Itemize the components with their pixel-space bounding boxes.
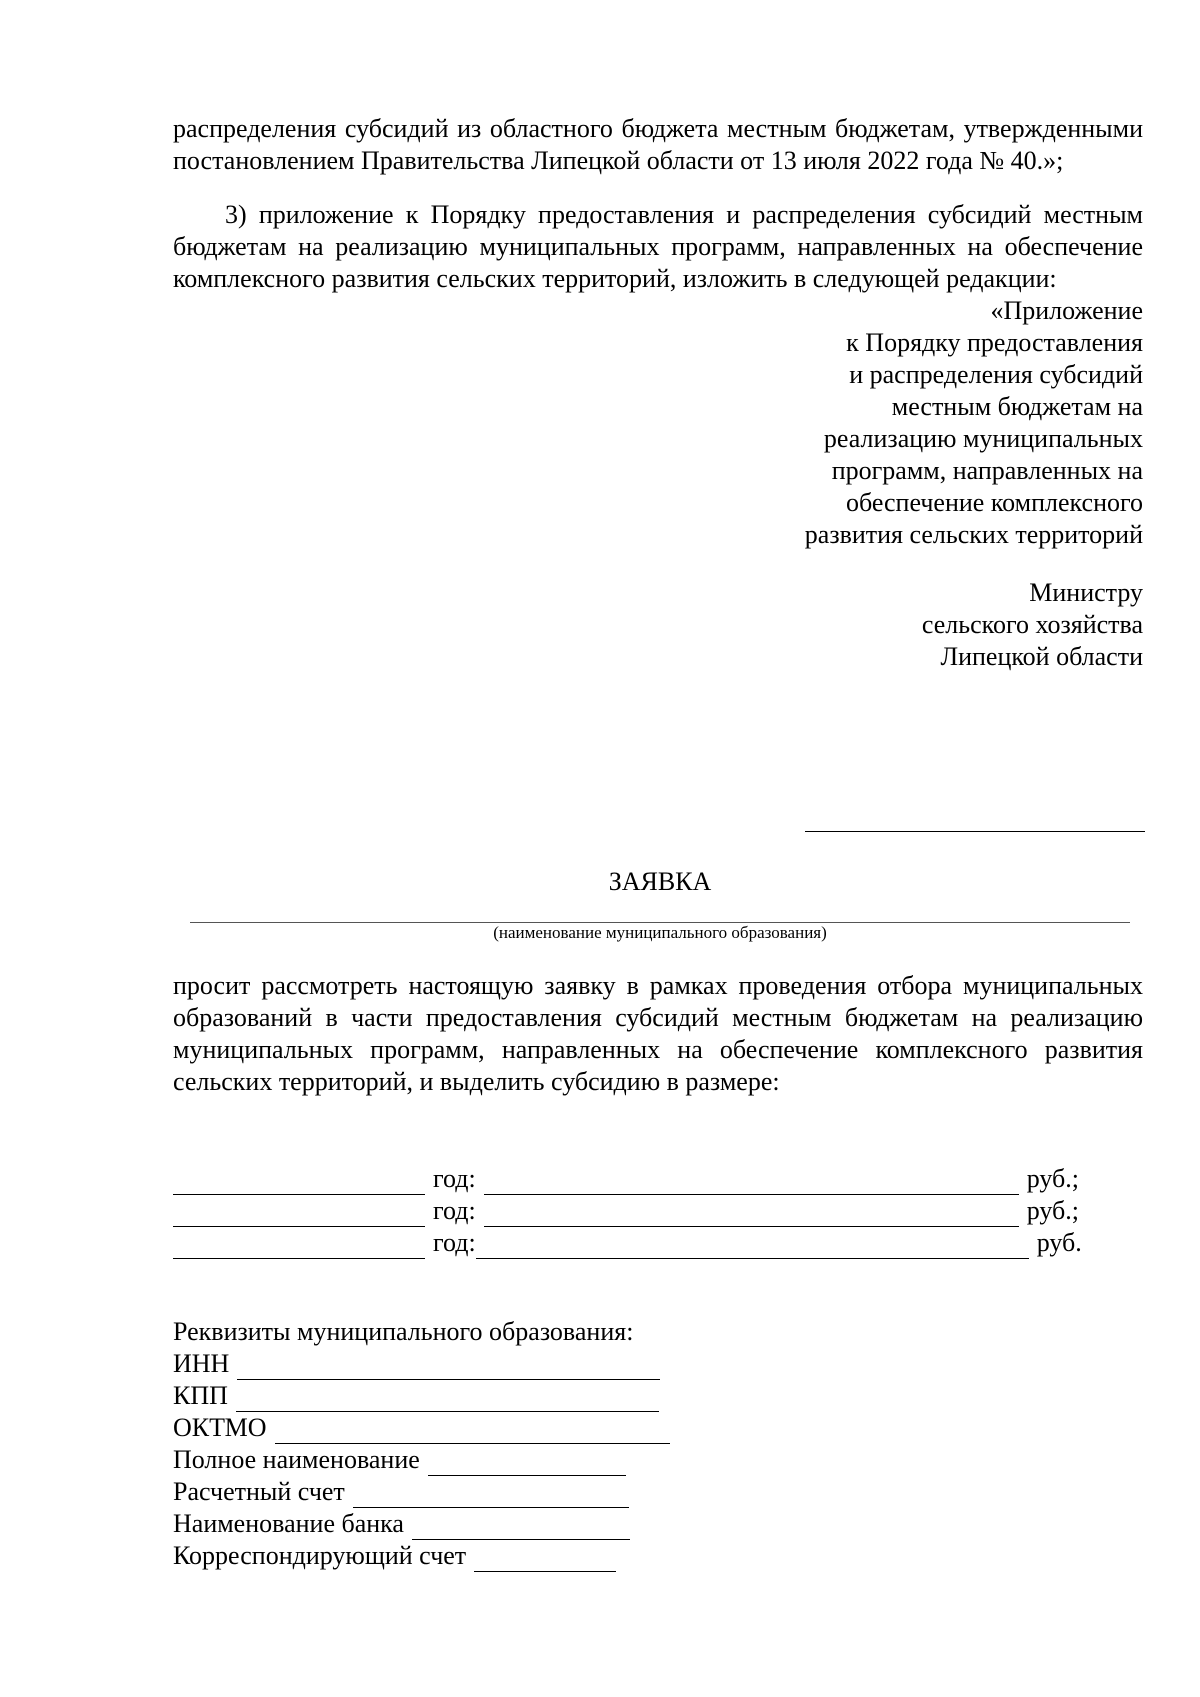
appendix-header [173,295,1143,551]
year-label: год: [433,1196,476,1225]
amount-blank [476,1234,1029,1259]
year-blank [173,1170,425,1195]
currency-label: руб.; [1026,1164,1080,1193]
amount-rows [173,1163,1113,1259]
requisite-label: ИНН [173,1349,230,1378]
sender-signature-line [805,831,1145,832]
requisite-blank [275,1419,670,1444]
document-body [173,113,1143,673]
requisite-row [173,1444,873,1476]
requisite-label: Полное наименование [173,1445,420,1474]
amount-blank [484,1170,1019,1195]
intro-continuation: распределения субсидий из областного бюджета местным бюджетам, утвержденными постановлением Правительства Липецкой области от 13 июля 2022 года № 40.»; [173,114,1143,175]
appendix-line: программ, направленных на [831,456,1143,485]
requisite-row [173,1476,873,1508]
addressee-line: Липецкой области [940,642,1143,671]
addressee-line: сельского хозяйства [921,610,1143,639]
request-text: просит рассмотреть настоящую заявку в рамках проведения отбора муниципальных образований в части предоставления субсидий местным бюджетам на реализацию муниципальных программ, направленных на обеспечение комплексного развития сельских территорий, и выделить субсидию в размере: [173,971,1143,1096]
addressee [173,577,1143,673]
requisite-row [173,1508,873,1540]
document-title: ЗАЯВКА [608,867,712,896]
municipality-name-caption: (наименование муниципального образования) [493,923,827,942]
year-label: год: [433,1228,476,1257]
requisite-label: ОКТМО [173,1413,267,1442]
year-blank [173,1234,425,1259]
appendix-line: развития сельских территорий [804,520,1143,549]
requisite-blank [412,1515,630,1540]
requisite-label: Корреспондирующий счет [173,1541,467,1570]
amount-row [173,1227,1113,1259]
intro-item-3: 3) приложение к Порядку предоставления и распределения субсидий местным бюджетам на реализацию муниципальных программ, направленных на обеспечение комплексного развития сельских территорий, изложить в следующей редакции: [173,200,1143,293]
amount-row [173,1195,1113,1227]
appendix-line: местным бюджетам на [891,392,1143,421]
currency-label: руб. [1036,1228,1082,1257]
requisite-blank [236,1387,659,1412]
requisite-blank [428,1451,626,1476]
appendix-line: и распределения субсидий [849,360,1143,389]
year-blank [173,1202,425,1227]
currency-label: руб.; [1026,1196,1080,1225]
addressee-line: Министру [1029,578,1143,607]
requisite-row [173,1348,873,1380]
appendix-line: реализацию муниципальных [823,424,1143,453]
requisites-heading: Реквизиты муниципального образования: [173,1317,634,1346]
requisite-label: Расчетный счет [173,1477,345,1506]
appendix-line: обеспечение комплексного [845,488,1143,517]
requisite-row [173,1412,873,1444]
requisite-label: КПП [173,1381,228,1410]
requisite-blank [237,1355,660,1380]
amount-blank [484,1202,1019,1227]
requisites [173,1316,873,1572]
requisite-label: Наименование банка [173,1509,404,1538]
appendix-line: к Порядку предоставления [846,328,1143,357]
amount-row [173,1163,1113,1195]
requisite-row [173,1540,873,1572]
requisite-blank [353,1483,629,1508]
requisite-row [173,1380,873,1412]
year-label: год: [433,1164,476,1193]
appendix-line: «Приложение [990,296,1143,325]
requisite-blank [474,1547,616,1572]
